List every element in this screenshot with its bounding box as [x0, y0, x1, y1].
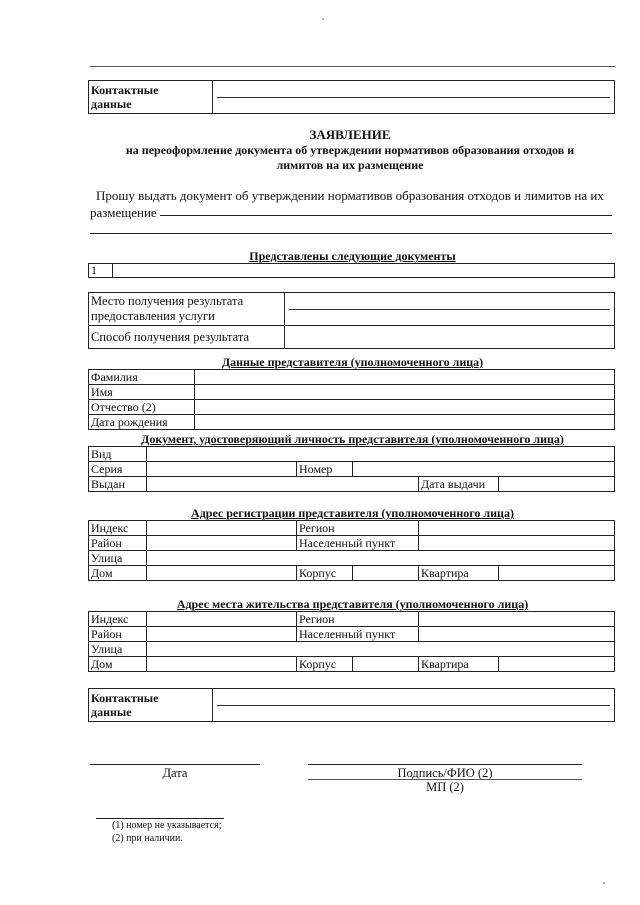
name-label: Имя: [89, 385, 195, 400]
id-document-title: Документ, удостоверяющий личность представителя (уполномоченного лица): [141, 432, 564, 446]
signature-line[interactable]: [308, 764, 582, 765]
result-table: [88, 292, 615, 349]
name-field[interactable]: [195, 385, 615, 400]
contact-field[interactable]: [213, 81, 615, 114]
id-number-label: Номер: [297, 462, 353, 477]
documents-row-number: 1: [89, 264, 113, 278]
surname-label: Фамилия: [89, 370, 195, 385]
contact-bottom-label-line1: Контактные: [91, 691, 159, 705]
date-line[interactable]: [90, 764, 260, 765]
res-street-field[interactable]: [147, 642, 615, 657]
birthdate-label: Дата рождения: [89, 415, 195, 430]
reg-apartment-label: Квартира: [419, 566, 499, 581]
id-issue-date-field[interactable]: [499, 477, 615, 492]
reg-apartment-field[interactable]: [499, 566, 615, 581]
res-address-table: [88, 611, 615, 672]
documents-row-field[interactable]: [113, 264, 615, 278]
reg-settlement-field[interactable]: [419, 536, 615, 551]
res-building-field[interactable]: [353, 657, 419, 672]
request-line1: Прошу выдать документ об утверждении нормативов образования отходов и лимитов на их: [96, 188, 604, 203]
reg-region-label: Регион: [297, 521, 419, 536]
reg-index-label: Индекс: [89, 521, 147, 536]
id-series-field[interactable]: [147, 462, 297, 477]
footnote-1: (1) номер не указывается;: [112, 820, 222, 831]
result-method-field[interactable]: [285, 326, 615, 349]
reg-address-title: Адрес регистрации представителя (уполномоченного лица): [191, 506, 514, 520]
reg-index-field[interactable]: [147, 521, 297, 536]
reg-settlement-label: Населенный пункт: [297, 536, 419, 551]
form-title: ЗАЯВЛЕНИЕ: [309, 127, 391, 142]
form-subtitle-line2: лимитов на их размещение: [276, 158, 424, 172]
id-number-field[interactable]: [353, 462, 615, 477]
contact-bottom-label-line2: данные: [91, 705, 132, 719]
reg-street-field[interactable]: [147, 551, 615, 566]
documents-title: Представлены следующие документы: [249, 249, 456, 263]
res-house-field[interactable]: [147, 657, 297, 672]
id-series-label: Серия: [89, 462, 147, 477]
request-fill-line1[interactable]: [160, 215, 612, 216]
reg-house-label: Дом: [89, 566, 147, 581]
reg-street-label: Улица: [89, 551, 147, 566]
id-type-field[interactable]: [147, 447, 615, 462]
res-district-field[interactable]: [147, 627, 297, 642]
res-settlement-field[interactable]: [419, 627, 615, 642]
scan-speck: [603, 882, 605, 884]
reg-building-label: Корпус: [297, 566, 353, 581]
representative-table: [88, 369, 615, 430]
res-region-label: Регион: [297, 612, 419, 627]
stamp-label: МП (2): [426, 780, 464, 794]
request-line2: размещение: [90, 205, 157, 220]
res-apartment-label: Квартира: [419, 657, 499, 672]
result-place-line2: предоставления услуги: [91, 309, 215, 323]
form-subtitle-line1: на переоформление документа об утверждении нормативов образования отходов и: [125, 143, 575, 157]
res-address-title: Адрес места жительства представителя (уполномоченного лица): [176, 597, 529, 611]
id-issued-label: Выдан: [89, 477, 147, 492]
patronymic-label: Отчество (2): [89, 400, 195, 415]
id-type-label: Вид: [89, 447, 147, 462]
reg-building-field[interactable]: [353, 566, 419, 581]
patronymic-field[interactable]: [195, 400, 615, 415]
res-building-label: Корпус: [297, 657, 353, 672]
res-index-field[interactable]: [147, 612, 297, 627]
result-method-label: Способ получения результата: [89, 326, 285, 349]
scan-speck: [322, 18, 324, 20]
reg-region-field[interactable]: [419, 521, 615, 536]
id-issue-date-label: Дата выдачи: [419, 477, 499, 492]
contact-bottom-label: [89, 689, 213, 722]
contact-table-top: [88, 80, 615, 114]
res-apartment-field[interactable]: [499, 657, 615, 672]
contact-bottom-field[interactable]: [213, 689, 615, 722]
result-place-field[interactable]: [285, 293, 615, 326]
res-settlement-label: Населенный пункт: [297, 627, 419, 642]
request-fill-line2[interactable]: [90, 233, 612, 234]
res-index-label: Индекс: [89, 612, 147, 627]
contact-label: [89, 81, 213, 114]
res-house-label: Дом: [89, 657, 147, 672]
top-rule: [90, 66, 615, 67]
contact-label-line2: данные: [91, 97, 132, 111]
signature-label: Подпись/ФИО (2): [397, 766, 493, 780]
date-label: Дата: [162, 766, 188, 780]
footnote-2: (2) при наличии.: [112, 833, 183, 844]
footnote-rule: [96, 818, 224, 819]
birthdate-field[interactable]: [195, 415, 615, 430]
documents-table: [88, 263, 615, 278]
res-street-label: Улица: [89, 642, 147, 657]
surname-field[interactable]: [195, 370, 615, 385]
contact-label-line1: Контактные: [91, 83, 159, 97]
contact-table-bottom: [88, 688, 615, 722]
representative-title: Данные представителя (уполномоченного лица): [221, 355, 484, 369]
id-issued-field[interactable]: [147, 477, 419, 492]
reg-district-label: Район: [89, 536, 147, 551]
reg-district-field[interactable]: [147, 536, 297, 551]
reg-address-table: [88, 520, 615, 581]
result-place-line1: Место получения результата: [91, 294, 244, 308]
result-place-label: [89, 293, 285, 326]
reg-house-field[interactable]: [147, 566, 297, 581]
res-district-label: Район: [89, 627, 147, 642]
res-region-field[interactable]: [419, 612, 615, 627]
id-document-table: [88, 446, 615, 492]
